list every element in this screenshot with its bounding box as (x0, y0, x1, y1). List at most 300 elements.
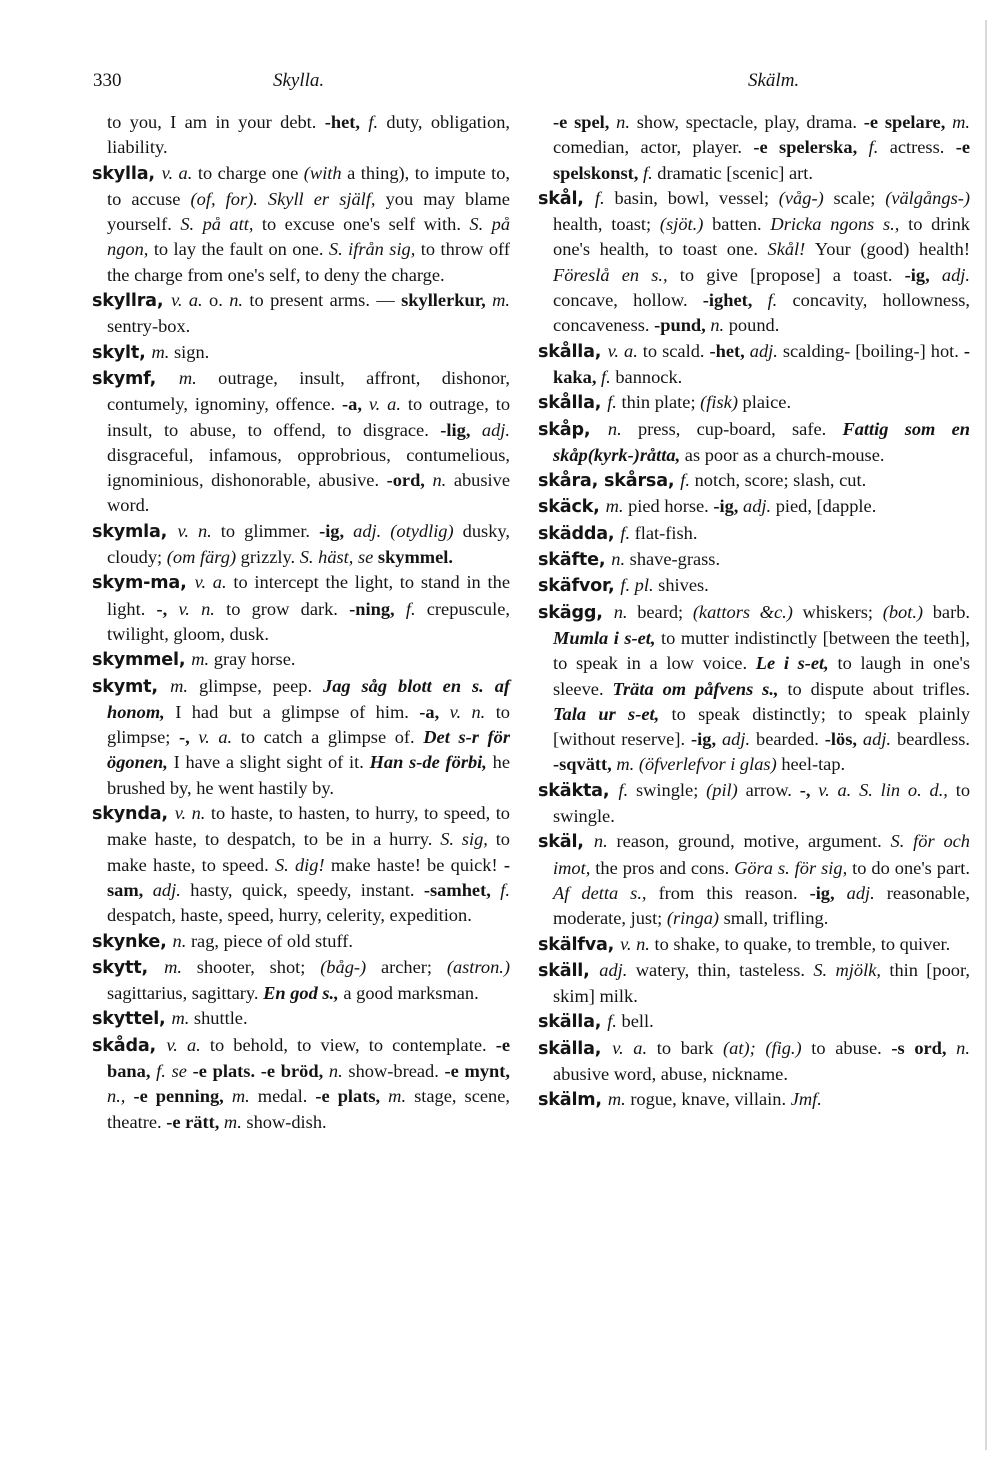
headword: skäck, (538, 497, 606, 518)
bold-italic-text: Le i s-et, (755, 653, 838, 674)
italic-text: n. (432, 470, 454, 491)
italic-text: adj. (599, 959, 636, 980)
italic-text: n. (613, 601, 638, 622)
dictionary-entry (92, 519, 510, 571)
entry-text: to you, I am in your debt. (107, 112, 325, 132)
headword: skädda, (538, 523, 621, 544)
headword: skymf, (92, 368, 179, 389)
page-edge-line (985, 20, 987, 1450)
headword: skåra, skårsa, (538, 471, 681, 492)
bold-text: skyllerkur, (401, 290, 493, 311)
bold-italic-text: Tala ur s-et, (553, 703, 672, 724)
italic-text: f. (767, 290, 793, 311)
bold-text: -het, (709, 340, 750, 361)
headword: skymla, (92, 521, 178, 542)
entry-text: to give [propose] a toast. (679, 264, 905, 285)
entry-text: reason, ground, motive, argument. (616, 831, 891, 852)
italic-text: n. (172, 930, 191, 951)
italic-text: (pil) (706, 779, 746, 800)
entry-text: sign. (173, 341, 210, 362)
entry-text: to outrage, to insult, to abuse, to offend, to disgrace. (107, 394, 511, 440)
headword: skäll, (538, 960, 600, 981)
entry-text: basin, bowl, vessel; (614, 187, 779, 208)
italic-text: m. (231, 1086, 258, 1107)
dictionary-entry (92, 674, 510, 801)
italic-text: n. (229, 290, 250, 311)
entry-text: dramatic [scenic] art. (657, 162, 813, 183)
italic-text: v. a. (194, 572, 234, 593)
italic-text: n. (607, 418, 638, 439)
entry-text: a thing), to impute to, to accuse (107, 162, 510, 209)
bold-italic-text: Han s-de förbi, (369, 752, 493, 773)
dictionary-entry (92, 570, 510, 647)
bold-text: -ig, (713, 496, 743, 517)
italic-text: S. dig! (274, 854, 331, 875)
left-column (92, 110, 510, 1135)
italic-text: v. n. (178, 598, 227, 619)
italic-text: m. (164, 956, 197, 977)
italic-text: adj. (152, 879, 191, 900)
headword: skålla, (538, 393, 608, 414)
headword: skålla, (538, 341, 608, 362)
italic-text: v. a. (161, 162, 198, 183)
entry-text: scale; (833, 187, 886, 208)
italic-text: (fisk) (700, 392, 743, 413)
entry-text: to glimpse; (107, 701, 510, 748)
entry-text: to haste, to hasten, to hurry, to speed, to make haste, to despatch, to be in a hurry. (107, 803, 510, 850)
italic-text: m. (388, 1086, 415, 1107)
headword: skåda, (92, 1035, 167, 1056)
italic-text: f. (642, 162, 658, 183)
dictionary-entry (538, 417, 970, 469)
italic-text: m. (151, 341, 174, 362)
italic-text: (båg-) (320, 956, 381, 977)
dictionary-entry (538, 932, 970, 958)
headword: skym-ma, (92, 573, 195, 594)
dictionary-entry (92, 647, 510, 673)
dictionary-entry (92, 340, 510, 366)
italic-text: f. pl. (620, 575, 659, 596)
dictionary-entry (538, 547, 970, 573)
bold-text: -ighet, (702, 290, 768, 311)
entry-text: to shake, to quake, to tremble, to quiver. (654, 933, 951, 954)
entry-text: small, trifling. (723, 908, 829, 929)
entry-text: to behold, to view, to contemplate. (209, 1034, 496, 1055)
entry-text: abusive word. (107, 470, 511, 516)
italic-text: n., (107, 1086, 134, 1107)
italic-text: f. (368, 112, 387, 132)
entry-text: crepuscule, twilight, gloom, dusk. (107, 598, 510, 644)
entry-text: bannock. (615, 366, 683, 387)
page-number: 330 (93, 70, 122, 91)
headword: skäfvor, (538, 576, 621, 597)
entry-text: to abuse. (811, 1037, 892, 1058)
entry-text: show-bread. (348, 1060, 445, 1081)
headword: skäkta, (538, 780, 619, 801)
entry-text: shooter, shot; (196, 956, 321, 977)
italic-text: Af detta s., (553, 882, 659, 903)
dictionary-entry (92, 1006, 510, 1032)
bold-text: -pund, (654, 315, 711, 336)
dictionary-entry (92, 366, 510, 519)
italic-text: S. sig, (440, 829, 496, 850)
italic-text: v. a. (612, 1037, 657, 1058)
headword: skylt, (92, 342, 152, 363)
italic-text: adj. (862, 729, 897, 750)
dictionary-entry (92, 161, 510, 288)
entry-text: to intercept the light, to stand in the light. (107, 572, 510, 619)
entry-text: heel-tap. (781, 754, 846, 775)
bold-italic-text: En god s., (263, 983, 344, 1004)
bold-text: -, (178, 727, 199, 748)
bold-text: -e spelare, (863, 112, 953, 132)
header-first-word: Skylla. (273, 70, 325, 91)
bold-text: -a, (342, 394, 369, 415)
bold-text: -s ord, (891, 1037, 957, 1058)
entry-text: sagittarius, sagittary. (107, 983, 264, 1004)
italic-text: n. (956, 1037, 970, 1058)
italic-text: S. på att, (180, 214, 262, 235)
running-header (93, 70, 973, 100)
italic-text: v. a. (166, 1034, 210, 1055)
entry-text: despatch, haste, speed, hurry, celerity, expedition. (107, 905, 472, 926)
italic-text: S. på ngon, (107, 214, 511, 260)
headword: skägg, (538, 602, 614, 623)
bold-text: -e spelerska, (753, 137, 869, 158)
entry-text: dusky, cloudy; (107, 520, 510, 568)
entry-text: concavity, hollowness, concaveness. (553, 290, 970, 336)
italic-text: m. (191, 649, 214, 670)
bold-text: -samhet, (423, 879, 501, 900)
headword: skylla, (92, 163, 162, 184)
headword: skälfva, (538, 934, 621, 955)
headword: skytt, (92, 957, 165, 978)
entry-text: to throw off the charge from one's self, to deny the charge. (107, 239, 510, 285)
entry-text: to excuse one's self with. (261, 214, 470, 235)
entry-text: I had but a glimpse of him. (175, 701, 420, 722)
entry-text: the pros and cons. (595, 857, 735, 878)
bold-text: -lig, (440, 419, 482, 440)
dictionary-entry (538, 521, 970, 547)
entry-text: concave, hollow. (553, 290, 703, 311)
entry-text: to glimmer. (220, 520, 320, 541)
entry-text: rag, piece of old stuff. (190, 930, 353, 951)
italic-text: m. (607, 1089, 631, 1110)
bold-text: -, (156, 598, 179, 619)
italic-text: m. (171, 1008, 194, 1029)
bold-text: -kaka, (553, 340, 970, 387)
bold-italic-text: Det s-r för ögonen, (107, 727, 510, 773)
bold-text: -, (799, 779, 819, 800)
italic-text: adj. (749, 340, 783, 361)
bold-text: -e plats, (315, 1086, 389, 1107)
entry-text: shuttle. (193, 1008, 248, 1029)
bold-text: -sqvätt, (553, 754, 617, 775)
entry-text: duty, obligation, liability. (107, 112, 511, 158)
italic-text: f. (607, 392, 622, 413)
dictionary-entry (92, 929, 510, 955)
entry-text: a good marksman. (343, 983, 479, 1004)
italic-text: f. (618, 779, 636, 800)
italic-text: f. (620, 522, 635, 543)
italic-text: v. a. (368, 394, 408, 415)
italic-text: n. (593, 831, 617, 852)
italic-text: m. (223, 1111, 247, 1132)
entry-text: I have a slight sight of it. (173, 752, 370, 773)
italic-text: m. (605, 496, 629, 517)
bold-text: -ig, (904, 264, 942, 285)
bold-text: -lös, (824, 729, 863, 750)
entry-text: glimpse, peep. (198, 675, 323, 696)
entry-text: gray horse. (213, 649, 296, 670)
bold-italic-text: Jag såg blott en s. af honom, (107, 675, 511, 722)
dictionary-entry (538, 778, 970, 830)
italic-text: (sjöt.) (659, 214, 713, 235)
dictionary-entry (538, 110, 970, 186)
entry-text: show, spectacle, play, drama. (636, 112, 864, 132)
italic-text: Skål! (767, 239, 815, 260)
bold-text: skymmel. (377, 547, 453, 568)
italic-text: f. se (156, 1060, 193, 1081)
italic-text: adj. (721, 729, 757, 750)
entry-text: swingle; (635, 779, 707, 800)
italic-text: m. (492, 290, 511, 311)
entry-text: disgraceful, infamous, opprobrious, contumelious, ignominious, dishonorable, abusive. (107, 444, 510, 491)
italic-text: m. (178, 367, 219, 388)
bold-text: -sam, (107, 854, 510, 900)
italic-text: (at); (fig.) (723, 1037, 812, 1058)
entry-text: sentry-box. (107, 316, 191, 337)
italic-text: v. n. (177, 520, 221, 541)
headword: skyttel, (92, 1009, 172, 1030)
dictionary-entry (538, 186, 970, 339)
entry-text: shives. (658, 575, 709, 596)
italic-text: Jmf. (790, 1089, 822, 1110)
entry-text: pound. (728, 315, 780, 336)
headword: skåp, (538, 419, 608, 440)
italic-text: v. a. S. lin o. d., (818, 779, 956, 800)
italic-text: m. (öfverlefvor i glas) (616, 754, 782, 775)
entry-text: batten. (712, 214, 771, 235)
entry-text: beard; (637, 601, 693, 622)
italic-text: n. (328, 1060, 349, 1081)
headword: skälm, (538, 1090, 608, 1111)
italic-text: f. (594, 187, 615, 208)
bold-text: -a, (419, 701, 450, 722)
entry-text: rogue, knave, villain. (630, 1089, 791, 1110)
italic-text: S. mjölk, (813, 959, 890, 980)
entry-text: to charge one (197, 162, 304, 183)
dictionary-entry (538, 1009, 970, 1035)
entry-text: abusive word, abuse, nickname. (553, 1063, 788, 1084)
right-column (538, 110, 970, 1114)
entry-text: to swingle. (553, 779, 971, 827)
dictionary-entry (538, 1036, 970, 1088)
headword: skynke, (92, 931, 173, 952)
italic-text: n. (616, 112, 637, 132)
bold-italic-text: Mumla i s-et, (553, 627, 662, 648)
entry-text: to mutter indistinctly [between the teeth], to speak in a low voice. (553, 627, 970, 674)
headword: skyllra, (92, 291, 172, 312)
italic-text: v. n. (174, 803, 211, 824)
italic-text: (ringa) (666, 908, 724, 929)
dictionary-entry (538, 339, 970, 391)
bold-italic-text: Fattig som en skåp(kyrk-)råtta, (553, 418, 971, 465)
entry-text: plaice. (742, 392, 792, 413)
dictionary-entry (538, 958, 970, 1010)
entry-text: to catch a glimpse of. (240, 727, 424, 748)
italic-text: (om färg) (166, 547, 241, 568)
italic-text: Föreslå en s., (553, 264, 680, 285)
entry-text: as poor as a church-mouse. (684, 444, 885, 465)
bold-text: -het, (324, 112, 369, 132)
header-last-word: Skälm. (748, 70, 800, 91)
italic-text: adj. (941, 264, 970, 285)
entry-text: arrow. (745, 779, 800, 800)
entry-text: to drink one's health, to toast one. (553, 214, 970, 260)
entry-text: watery, thin, tasteless. (635, 959, 814, 980)
bold-text: -e spelskonst, (553, 137, 970, 183)
dictionary-entry (538, 600, 970, 778)
entry-text: press, cup-board, safe. (637, 418, 843, 439)
entry-text: barb. (932, 601, 970, 622)
dictionary-entry (92, 1033, 510, 1135)
bold-text: -ning, (349, 598, 406, 619)
italic-text: m. (952, 112, 970, 132)
entry-text: to laugh in one's sleeve. (553, 653, 970, 699)
italic-text: (välgångs-) (885, 187, 970, 208)
italic-text: v. n. (620, 933, 655, 954)
entry-text: grizzly. (240, 547, 300, 568)
dictionary-entry (538, 494, 970, 520)
headword: skälla, (538, 1012, 608, 1033)
italic-text: f. (500, 879, 510, 900)
italic-text: f. (868, 137, 890, 158)
entry-text: hasty, quick, speedy, instant. (190, 879, 424, 900)
entry-text: from this reason. (658, 882, 810, 903)
dictionary-entry (538, 573, 970, 599)
entry-text: shave-grass. (629, 549, 721, 570)
bold-text: -e bana, (107, 1034, 510, 1081)
entry-text: to do one's part. (852, 857, 970, 878)
entry-text: to bark (656, 1037, 724, 1058)
entry-text: make haste! be quick! (330, 854, 504, 875)
entry-text: whiskers; (802, 601, 883, 622)
italic-text: (astron.) (446, 956, 511, 977)
italic-text: n. (611, 549, 630, 570)
entry-text: scalding- [boiling-] hot. (782, 340, 964, 361)
italic-text: adj. (otydlig) (353, 520, 463, 541)
italic-text: f. (601, 366, 616, 387)
italic-text: (kattors &c.) (692, 601, 803, 622)
dictionary-entry (538, 468, 970, 494)
bold-text: -e rätt, (166, 1111, 224, 1132)
entry-text: bell. (621, 1011, 654, 1032)
entry-text: beardless. (896, 729, 970, 750)
italic-text: f. (607, 1011, 622, 1032)
italic-text: adj. (481, 419, 511, 440)
italic-text: m. (170, 675, 199, 696)
entry-text: stage, scene, theatre. (107, 1086, 510, 1132)
entry-text: you may blame yourself. (107, 188, 510, 235)
entry-text: pied, [dapple. (775, 496, 877, 517)
entry-text: he brushed by, he went hastily by. (107, 752, 510, 798)
italic-text: (with (303, 162, 348, 183)
entry-text: to dispute about trifles. (787, 678, 970, 699)
italic-text: v. a. (607, 340, 643, 361)
bold-text: -e mynt, (444, 1060, 510, 1081)
dictionary-entry (538, 390, 970, 416)
entry-text: to present arms. — (249, 290, 402, 311)
italic-text: v. a. (198, 727, 241, 748)
entry-text: medal. (257, 1086, 316, 1107)
entry-text: to lay the fault on one. (153, 239, 329, 260)
italic-text: v. n. (449, 701, 496, 722)
bold-text: -ig, (319, 520, 354, 541)
entry-text: Your (good) health! (814, 239, 970, 260)
entry-text: to make haste, to speed. (107, 829, 510, 875)
entry-text: reasonable, moderate, just; (553, 882, 971, 929)
italic-text: f. (405, 598, 427, 619)
bold-text: -ig, (691, 729, 722, 750)
dictionary-entry (538, 1087, 970, 1113)
italic-text: S. för och imot, (553, 831, 971, 878)
bold-text: -ig, (809, 882, 847, 903)
dictionary-entry (92, 801, 510, 928)
italic-text: (våg-) (778, 187, 834, 208)
dictionary-entry (92, 955, 510, 1007)
headword: skymmel, (92, 650, 192, 671)
entry-text: to grow dark. (226, 598, 350, 619)
bold-text: -e plats. -e bröd, (192, 1060, 329, 1081)
bold-text: -ord, (386, 470, 433, 491)
bold-text: -e spel, (553, 112, 617, 132)
italic-text: (bot.) (882, 601, 933, 622)
entry-text: pied horse. (628, 496, 714, 517)
dictionary-entry (92, 110, 510, 161)
headword: skål, (538, 188, 595, 209)
dictionary-entry (538, 829, 970, 931)
italic-text: Göra s. för sig, (734, 857, 853, 878)
entry-text: health, toast; (553, 214, 660, 235)
headword: skälla, (538, 1038, 613, 1059)
entry-text: archer; (380, 956, 447, 977)
entry-text: actress. (889, 137, 956, 158)
italic-text: f. (680, 470, 695, 491)
entry-text: to speak distinctly; to speak plainly [without reserve]. (553, 703, 971, 750)
entry-text: o. (209, 290, 230, 311)
italic-text: S. ifrån sig, (328, 239, 421, 260)
entry-text: thin plate; (621, 392, 701, 413)
entry-text: notch, score; slash, cut. (694, 470, 867, 491)
entry-text: bearded. (756, 729, 825, 750)
italic-text: S. häst, se (299, 547, 378, 568)
headword: skäfte, (538, 550, 612, 571)
entry-text: comedian, actor, player. (553, 137, 754, 158)
bold-italic-text: Träta om påfvens s., (612, 678, 788, 699)
italic-text: Dricka ngons s., (770, 214, 909, 235)
italic-text: n. (710, 315, 729, 336)
entry-text: to scald. (642, 340, 710, 361)
entry-text: show-dish. (246, 1111, 327, 1132)
bold-text: -e penning, (133, 1086, 232, 1107)
italic-text: adj. (846, 882, 887, 903)
entry-text: flat-fish. (634, 522, 698, 543)
entry-text: thin [poor, skim] milk. (553, 959, 970, 1007)
headword: skynda, (92, 804, 175, 825)
entry-text: outrage, insult, affront, dishonor, contumely, ignominy, offence. (107, 367, 510, 415)
italic-text: v. a. (171, 290, 210, 311)
